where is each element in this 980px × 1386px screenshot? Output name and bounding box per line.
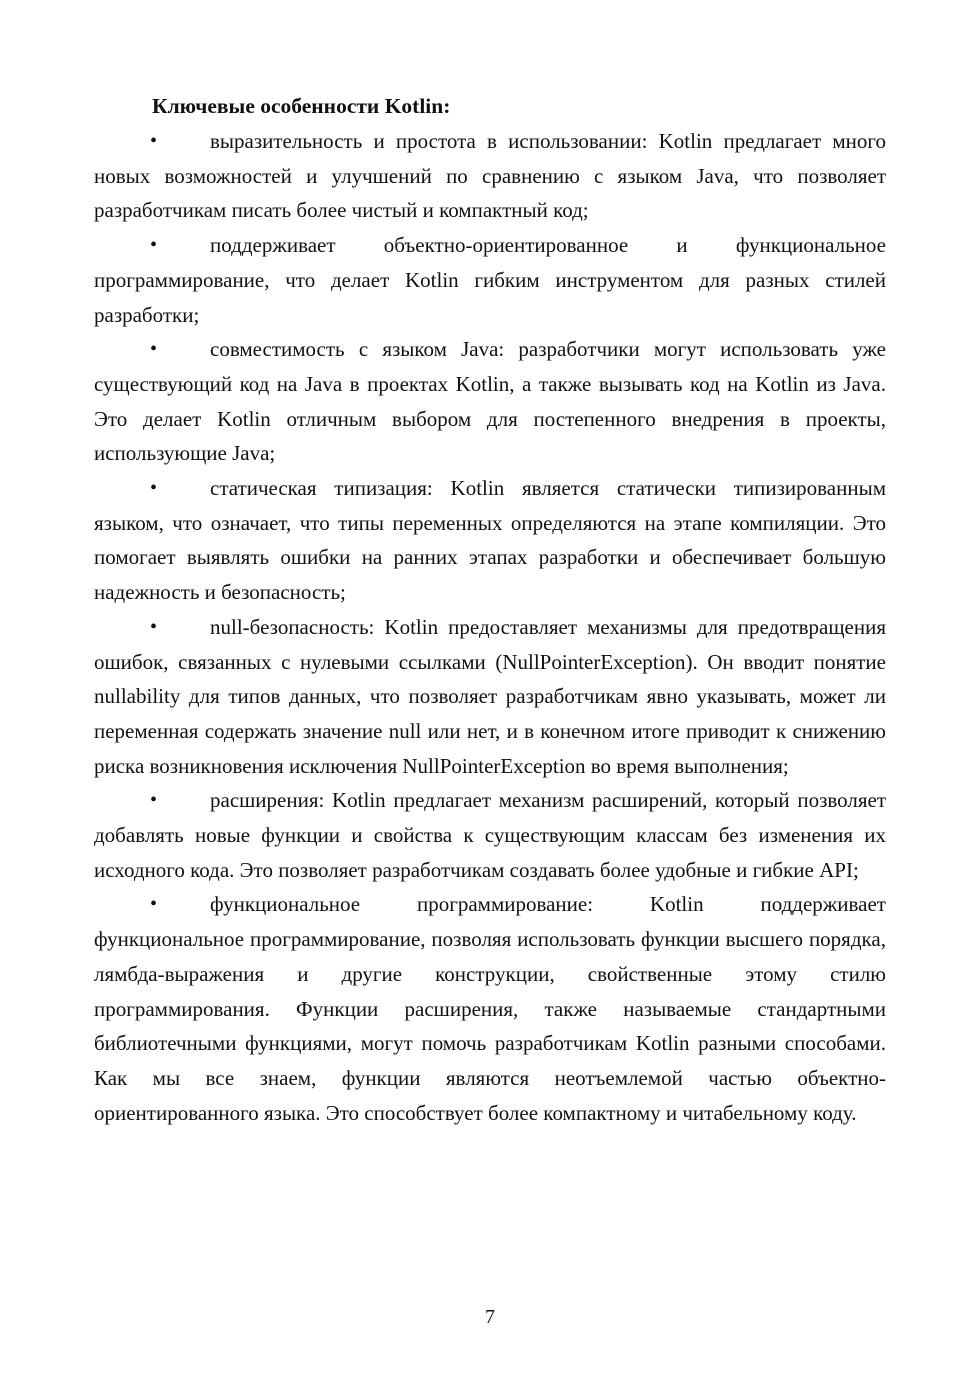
list-item-text: поддерживает объектно-ориентированное и функциональное программирование, что делает Kotlin гибким инструментом для разных стилей разработки; [94,233,886,327]
bullet-icon: • [150,234,158,257]
section-heading: Ключевые особенности Kotlin: [152,94,451,118]
bullet-icon: • [150,615,158,638]
bullet-icon: • [150,789,158,812]
bullet-icon: • [150,477,158,500]
list-item-text: null-безопасность: Kotlin предоставляет механизмы для предотвращения ошибок, связанных с нулевыми ссылками (NullPointerException). Он вводит понятие nullability для типов данных, что позволяет разработчикам явно указывать, может ли переменная содержать значение null или нет, и в конечном итоге приводит к снижению риска возникновения исключения NullPointerException во время выполнения; [94,614,886,778]
page-number: 7 [485,1306,495,1328]
list-item [94,332,886,471]
list-item [94,610,886,784]
list-item-text: выразительность и простота в использовании: Kotlin предлагает много новых возможностей и улучшений по сравнению с языком Java, что позволяет разработчикам писать более чистый и компактный код; [94,129,886,223]
list-item [94,471,886,610]
list-item [94,124,886,228]
list-item-text: статическая типизация: Kotlin является статически типизированным языком, что означает, что типы переменных определяются на этапе компиляции. Это помогает выявлять ошибки на ранних этапах разработки и обеспечивает большую надежность и безопасность; [94,476,886,605]
list-item [94,887,886,1130]
list-item [94,228,886,332]
bullet-icon: • [150,338,158,361]
list-item-text: расширения: Kotlin предлагает механизм расширений, который позволяет добавлять новые функции и свойства к существующим классам без изменения их исходного кода. Это позволяет разработчикам создавать более удобные и гибкие API; [94,788,886,882]
page-body [94,88,886,1130]
bullet-icon: • [150,893,158,916]
bullet-icon: • [150,130,158,152]
list-item [94,783,886,887]
list-item-text: совместимость с языком Java: разработчики могут использовать уже существующий код на Java в проектах Kotlin, а также вызывать код на Kotlin из Java. Это делает Kotlin отличным выбором для постепенного внедрения в проекты, использующие Java; [94,337,886,466]
list-item-text: функциональное программирование: Kotlin поддерживает функциональное программирование, позволяя использовать функции высшего порядка, лямбда-выражения и другие конструкции, свойственные этому стилю программирования. Функции расширения, также называемые стандартными библиотечными функциями, могут помочь разработчикам Kotlin разными способами. Как мы все знаем, функции являются неотъемлемой частью объектно-ориентированного языка. Это способствует более компактному и читабельному коду. [94,892,886,1125]
